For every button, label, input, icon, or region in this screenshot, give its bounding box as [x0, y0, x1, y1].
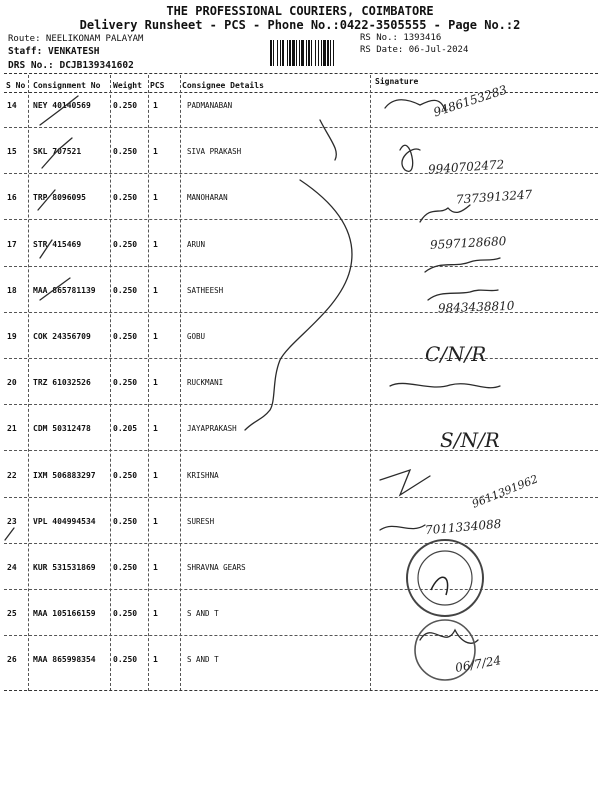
barcode-bar [296, 40, 297, 66]
row-weight: 0.250 [113, 239, 138, 249]
row-sno: 26 [7, 655, 17, 665]
row-weight: 0.250 [113, 332, 138, 341]
row-pcs: 1 [153, 609, 158, 619]
rs-date: RS Date: 06-Jul-2024 [360, 45, 469, 55]
row-consignee: KRISHNA [187, 470, 219, 480]
row-consignee: GOBU [187, 332, 206, 341]
row-sno: 23 [7, 516, 17, 526]
route-label: Route: NEELIKONAM PALAYAM [8, 34, 144, 44]
row-divider [4, 543, 598, 544]
barcode-bar [277, 40, 278, 66]
row-consignment-no: COK 24356709 [33, 332, 91, 341]
row-consignee: S AND T [187, 655, 219, 665]
row-pcs: 1 [153, 147, 158, 157]
handwriting-cnr: C/N/R [425, 342, 487, 366]
table-row [0, 513, 600, 559]
row-sno: 24 [7, 563, 17, 572]
row-consignment-no: NEY 40140569 [33, 101, 91, 110]
header-divider-top [4, 73, 598, 74]
barcode-bar [308, 40, 310, 66]
handwriting-phone-23: 7011334088 [424, 516, 502, 538]
row-weight: 0.250 [113, 609, 138, 619]
row-consignee: S AND T [187, 609, 219, 619]
table-row [0, 559, 600, 605]
row-weight: 0.205 [113, 424, 138, 434]
row-consignment-no: IXM 506883297 [33, 470, 96, 480]
handwriting-phone-16: 7373913247 [455, 187, 533, 207]
row-consignment-no: TRP 8096095 [33, 193, 86, 203]
row-consignee: SHRAVNA GEARS [187, 563, 246, 572]
row-consignment-no: KUR 531531869 [33, 563, 96, 572]
handwriting-phone-14: 9486153283 [431, 82, 509, 120]
barcode-bar [282, 40, 284, 66]
table-row [0, 420, 600, 466]
row-weight: 0.250 [113, 378, 138, 388]
row-divider [4, 266, 598, 267]
row-consignee: RUCKMANI [187, 378, 224, 388]
row-weight: 0.250 [113, 193, 138, 203]
row-sno: 20 [7, 378, 17, 388]
row-weight: 0.250 [113, 655, 138, 665]
row-pcs: 1 [153, 563, 158, 572]
handwriting-phone-22: 9611391962 [470, 472, 540, 511]
row-weight: 0.250 [113, 470, 138, 480]
row-consignee: PADMANABAN [187, 101, 233, 110]
header-divider-bottom [4, 92, 598, 93]
row-weight: 0.250 [113, 285, 138, 295]
col-consignment: Consignment No [33, 81, 101, 90]
row-divider [4, 127, 598, 128]
barcode-bar [321, 40, 322, 66]
row-consignment-no: MAA 865781139 [33, 285, 96, 295]
staff-label: Staff: VENKATESH [8, 46, 100, 57]
row-sno: 17 [7, 239, 17, 249]
row-divider [4, 404, 598, 405]
row-consignment-no: SKL 707521 [33, 147, 82, 157]
row-consignee: SATHEESH [187, 285, 224, 295]
row-consignee: JAYAPRAKASH [187, 424, 237, 434]
row-consignee: ARUN [187, 239, 206, 249]
row-consignment-no: MAA 105166159 [33, 609, 96, 619]
row-sno: 18 [7, 285, 17, 295]
row-pcs: 1 [153, 239, 158, 249]
row-pcs: 1 [153, 101, 158, 110]
table-row [0, 97, 600, 143]
row-consignment-no: VPL 404994534 [33, 516, 96, 526]
barcode-bar [330, 40, 331, 66]
row-sno: 21 [7, 424, 17, 434]
table-row [0, 605, 600, 651]
handwriting-phone-15: 9940702472 [427, 157, 505, 177]
handwriting-date: 06/7/24 [454, 653, 503, 675]
barcode-bar [318, 40, 319, 66]
row-divider [4, 450, 598, 451]
barcode [270, 40, 358, 66]
runsheet-subtitle: Delivery Runsheet - PCS - Phone No.:0422-3505555 - Page No.:2 [79, 18, 521, 32]
barcode-bar [299, 40, 300, 66]
col-signature: Signature [375, 77, 419, 86]
row-weight: 0.250 [113, 563, 138, 572]
barcode-bar [311, 40, 312, 66]
row-pcs: 1 [153, 193, 158, 203]
row-sno: 25 [7, 609, 17, 619]
barcode-bar [301, 40, 304, 66]
handwriting-snr: S/N/R [440, 428, 500, 452]
barcode-bar [273, 40, 274, 66]
row-consignment-no: CDM 50312478 [33, 424, 91, 434]
col-consignee: Consignee Details [182, 81, 264, 90]
barcode-bar [270, 40, 272, 66]
row-divider [4, 635, 598, 636]
table-row [0, 328, 600, 374]
row-consignee: SURESH [187, 516, 215, 526]
row-divider [4, 589, 598, 590]
row-weight: 0.250 [113, 147, 138, 157]
row-weight: 0.250 [113, 101, 138, 110]
table-bottom-line [4, 690, 598, 691]
barcode-bar [287, 40, 288, 66]
row-sno: 15 [7, 147, 17, 157]
barcode-bar [306, 40, 307, 66]
handwriting-phone-18: 9843438810 [437, 298, 515, 316]
row-divider [4, 173, 598, 174]
row-consignment-no: TRZ 61032526 [33, 378, 91, 388]
row-consignment-no: STR 415469 [33, 239, 82, 249]
row-consignee: MANOHARAN [187, 193, 228, 203]
row-pcs: 1 [153, 424, 158, 434]
company-title: THE PROFESSIONAL COURIERS, COIMBATORE [166, 4, 434, 18]
barcode-bar [327, 40, 329, 66]
drs-label: DRS No.: DCJB139341602 [8, 60, 134, 71]
barcode-bar [292, 40, 295, 66]
table-row [0, 374, 600, 420]
barcode-bar [315, 40, 316, 66]
rs-number: RS No.: 1393416 [360, 33, 442, 43]
row-sno: 14 [7, 101, 17, 110]
col-weight: Weight [113, 81, 142, 90]
row-pcs: 1 [153, 516, 158, 526]
row-divider [4, 219, 598, 220]
row-consignee: SIVA PRAKASH [187, 147, 242, 157]
row-sno: 22 [7, 470, 17, 480]
row-weight: 0.250 [113, 516, 138, 526]
table-row [0, 143, 600, 189]
col-pcs: PCS [150, 81, 165, 90]
row-pcs: 1 [153, 470, 158, 480]
row-sno: 16 [7, 193, 17, 203]
barcode-bar [289, 40, 291, 66]
row-pcs: 1 [153, 378, 158, 388]
row-pcs: 1 [153, 332, 158, 341]
row-consignment-no: MAA 865998354 [33, 655, 96, 665]
row-divider [4, 358, 598, 359]
col-sno: S No [6, 81, 26, 90]
row-pcs: 1 [153, 285, 158, 295]
table-row [0, 236, 600, 282]
barcode-bar [280, 40, 281, 66]
row-sno: 19 [7, 332, 17, 341]
barcode-bar [333, 40, 334, 66]
barcode-bar [323, 40, 326, 66]
handwriting-phone-17: 9597128680 [429, 234, 507, 252]
row-pcs: 1 [153, 655, 158, 665]
